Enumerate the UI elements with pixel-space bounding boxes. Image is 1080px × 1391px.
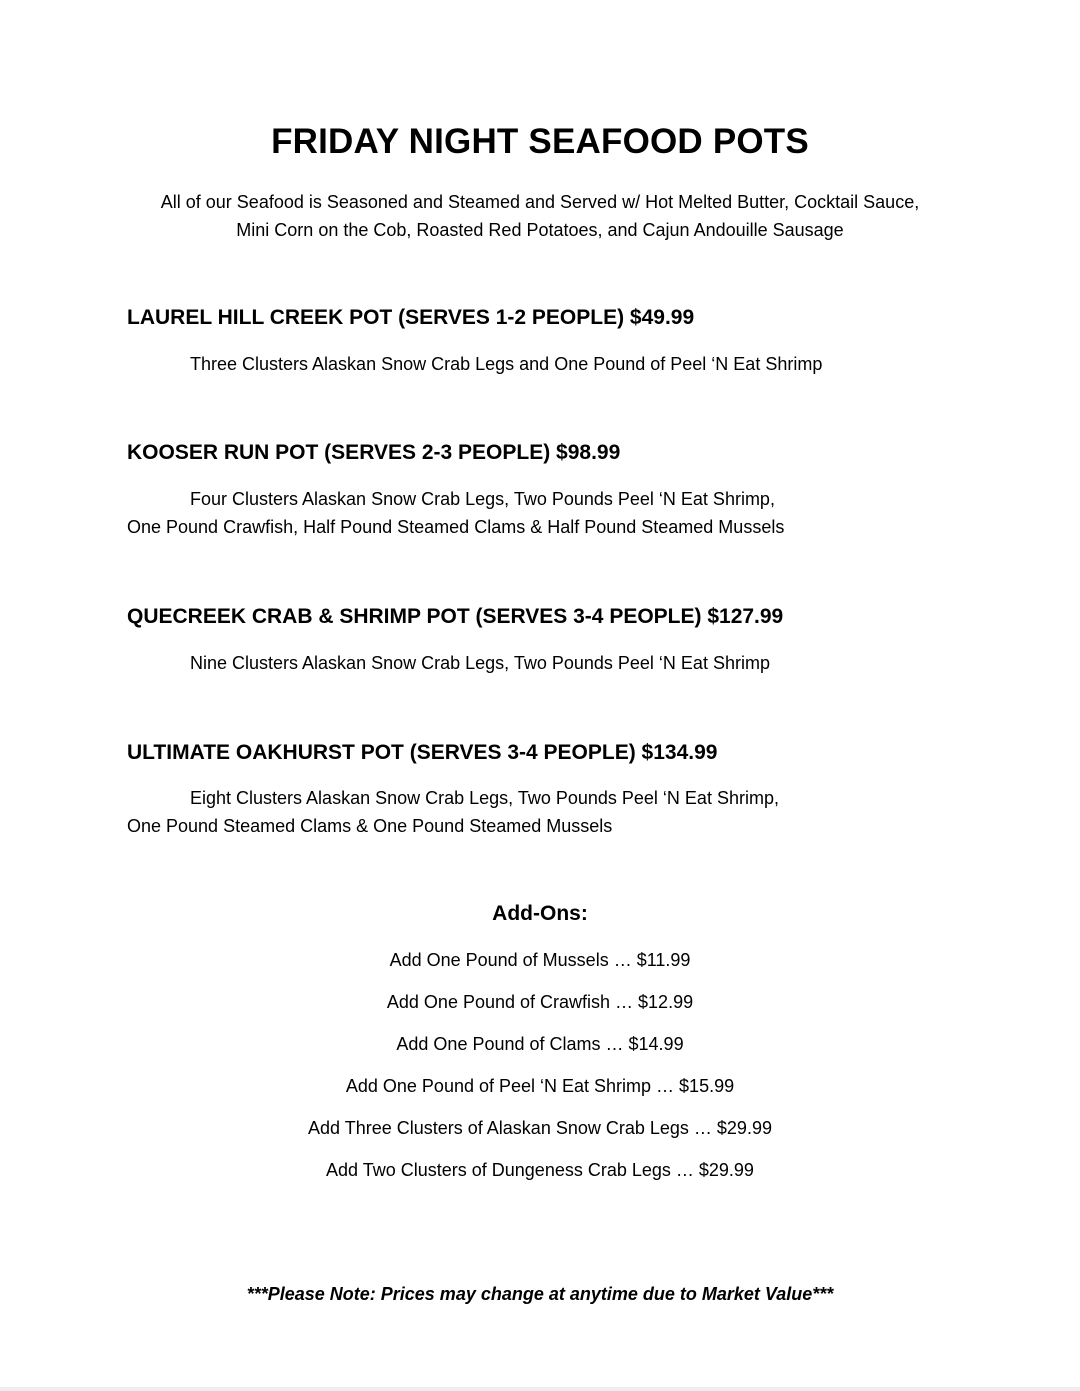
pot-description-line: Nine Clusters Alaskan Snow Crab Legs, Two Pounds Peel ‘N Eat Shrimp	[190, 653, 770, 673]
addon-item: Add One Pound of Crawfish … $12.99	[386, 992, 694, 1012]
intro-line: Mini Corn on the Cob, Roasted Red Potatoes, and Cajun Andouille Sausage	[236, 220, 844, 240]
addon-item: Add One Pound of Peel ‘N Eat Shrimp … $15.99	[345, 1076, 735, 1096]
pot-title-quecreek: QUECREEK CRAB & SHRIMP POT (SERVES 3-4 PEOPLE) $127.99	[127, 605, 784, 628]
page-bottom-edge	[0, 1387, 1080, 1391]
pot-description-line: Four Clusters Alaskan Snow Crab Legs, Two Pounds Peel ‘N Eat Shrimp,	[190, 489, 775, 509]
addon-item: Add One Pound of Mussels … $11.99	[389, 950, 691, 970]
pot-title-ultimate-oakhurst: ULTIMATE OAKHURST POT (SERVES 3-4 PEOPLE) $134.99	[127, 741, 718, 764]
addon-item: Add One Pound of Clams … $14.99	[396, 1034, 684, 1054]
pot-description	[127, 350, 947, 378]
intro-text	[0, 188, 1080, 244]
addon-item: Add Three Clusters of Alaskan Snow Crab Legs … $29.99	[308, 1118, 772, 1138]
pot-title-kooser-run: KOOSER RUN POT (SERVES 2-3 PEOPLE) $98.99	[127, 441, 621, 464]
pot-description	[127, 649, 947, 677]
addon-item: Add Two Clusters of Dungeness Crab Legs … $29.99	[326, 1160, 754, 1180]
intro-line: All of our Seafood is Seasoned and Steamed and Served w/ Hot Melted Butter, Cocktail Sauce,	[160, 192, 920, 212]
page-title: FRIDAY NIGHT SEAFOOD POTS	[271, 122, 809, 161]
pot-description-line: Eight Clusters Alaskan Snow Crab Legs, Two Pounds Peel ‘N Eat Shrimp,	[190, 788, 779, 808]
pot-description-line: Three Clusters Alaskan Snow Crab Legs and One Pound of Peel ‘N Eat Shrimp	[190, 354, 823, 374]
pot-description-line: One Pound Steamed Clams & One Pound Steamed Mussels	[127, 816, 613, 836]
pot-description-line: One Pound Crawfish, Half Pound Steamed Clams & Half Pound Steamed Mussels	[127, 517, 785, 537]
pot-title-laurel-hill-creek: LAUREL HILL CREEK POT (SERVES 1-2 PEOPLE) $49.99	[127, 306, 695, 329]
addons-heading: Add-Ons:	[492, 902, 588, 925]
pot-description	[127, 485, 947, 541]
price-note: ***Please Note: Prices may change at anytime due to Market Value***	[246, 1284, 834, 1304]
pot-description	[127, 784, 947, 840]
addons-list	[0, 948, 1080, 1200]
